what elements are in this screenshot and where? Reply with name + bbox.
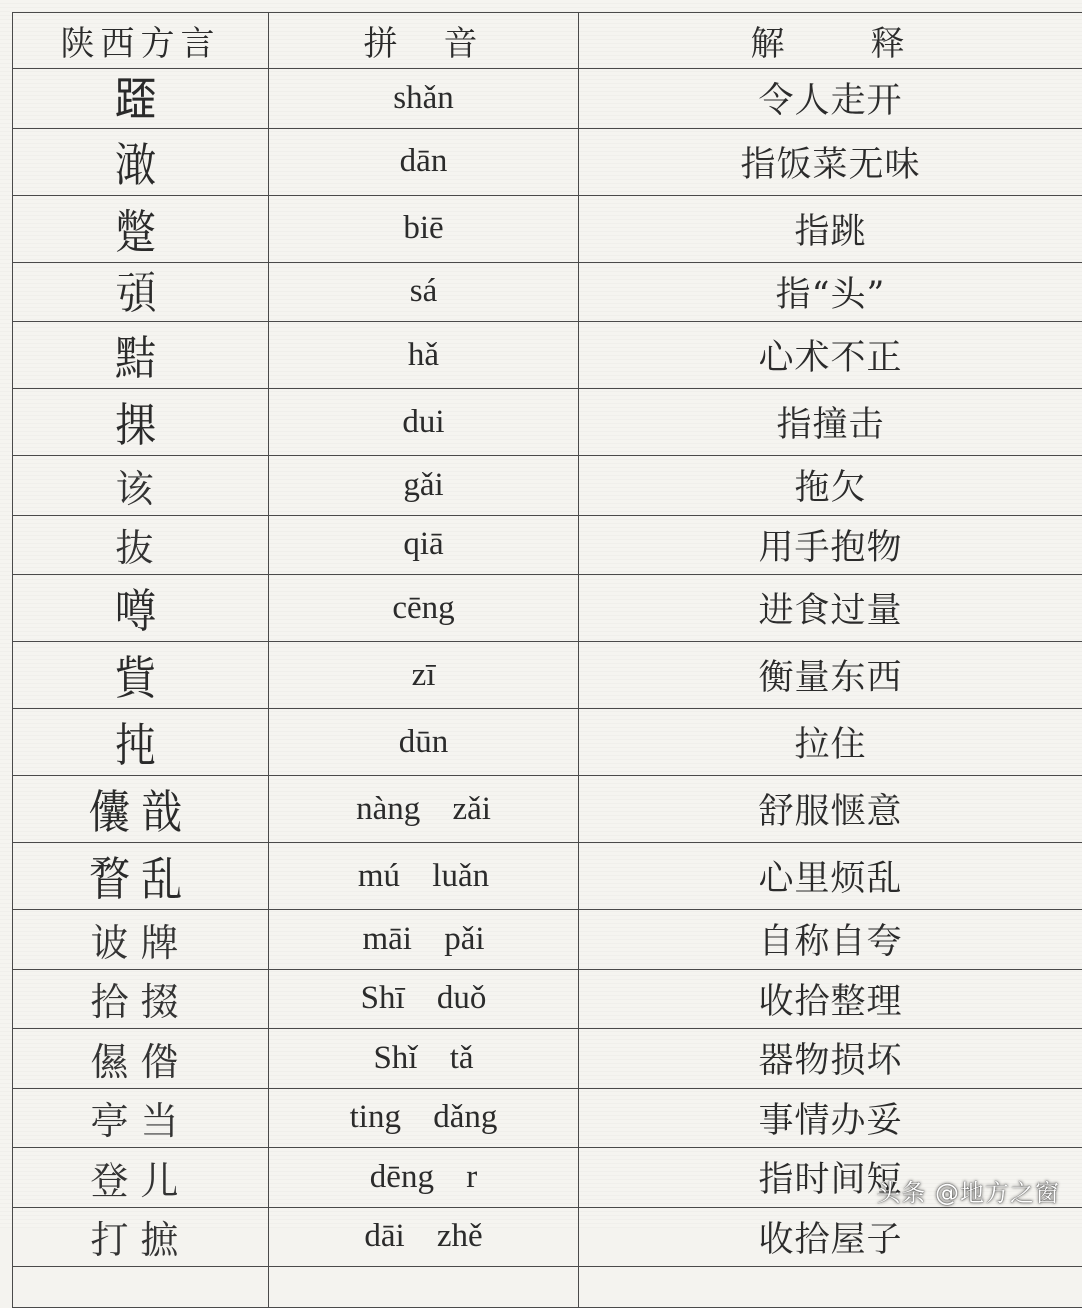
meaning-cell	[579, 709, 1082, 776]
dialect-table	[12, 12, 1082, 1308]
pinyin-cell	[269, 128, 579, 195]
table-row	[13, 128, 1082, 195]
dialect-word: 儑偺	[90, 1040, 190, 1084]
dialect-word-cell	[13, 969, 269, 1029]
meaning-cell	[579, 642, 1082, 709]
pinyin-text: qiā	[403, 526, 443, 562]
meaning-text: 心里烦乱	[758, 859, 902, 899]
dialect-word-cell	[13, 195, 269, 262]
pinyin-cell	[269, 195, 579, 262]
pinyin-text: Shǐ tǎ	[373, 1040, 473, 1076]
meaning-cell	[579, 128, 1082, 195]
meaning-text: 舒服惬意	[758, 792, 902, 832]
meaning-cell	[579, 1088, 1082, 1148]
table-row	[13, 456, 1082, 516]
dialect-word: 亭当	[90, 1099, 190, 1143]
table-row	[13, 642, 1082, 709]
dialect-word: 抜	[115, 526, 165, 570]
pinyin-cell	[269, 262, 579, 322]
table-row	[13, 262, 1082, 322]
table-row	[13, 69, 1082, 129]
table-row	[13, 195, 1082, 262]
pinyin-text: cēng	[392, 590, 454, 626]
watermark: 头条 @地方之窗	[876, 1173, 1060, 1208]
dialect-word-cell	[13, 456, 269, 516]
meaning-cell	[579, 456, 1082, 516]
table-row-partial	[13, 1267, 1082, 1308]
meaning-cell	[579, 969, 1082, 1029]
table-row	[13, 1207, 1082, 1267]
meaning-text: 拉住	[794, 725, 866, 765]
dialect-word: 扽	[114, 709, 166, 775]
meaning-text: 收拾屋子	[758, 1220, 902, 1260]
dialect-word-cell	[13, 776, 269, 843]
dialect-word-cell	[13, 1207, 269, 1267]
dialect-word: 儾戠	[88, 776, 192, 842]
pinyin-cell	[269, 776, 579, 843]
pinyin-cell	[269, 1148, 579, 1208]
meaning-text: 令人走开	[758, 81, 902, 121]
pinyin-text: Shī duǒ	[361, 980, 487, 1016]
meaning-text: 拖欠	[794, 468, 866, 508]
dialect-word: 瞀乱	[88, 843, 192, 909]
pinyin-text: nàng zǎi	[356, 791, 491, 827]
partial-cell	[269, 1267, 579, 1308]
dialect-word-cell	[13, 69, 269, 129]
table-row	[13, 776, 1082, 843]
pinyin-text: dēng r	[370, 1159, 477, 1195]
dialect-word: 𨂿	[114, 70, 166, 126]
dialect-word: 𩑕	[114, 263, 166, 320]
meaning-text: 进食过量	[758, 591, 902, 631]
meaning-cell	[579, 262, 1082, 322]
table-row	[13, 322, 1082, 389]
table-row	[13, 843, 1082, 910]
partial-cell	[13, 1267, 269, 1308]
meaning-text: 指饭菜无味	[740, 145, 920, 185]
dialect-word: 蹩	[114, 196, 166, 262]
meaning-text: 器物损坏	[758, 1041, 902, 1081]
dialect-word-cell	[13, 322, 269, 389]
table-body	[13, 69, 1082, 1308]
pinyin-cell	[269, 1029, 579, 1089]
pinyin-cell	[269, 389, 579, 456]
dialect-word: 登儿	[90, 1159, 190, 1203]
table-row	[13, 709, 1082, 776]
meaning-text: 衡量东西	[758, 658, 902, 698]
pinyin-text: dui	[402, 404, 444, 440]
dialect-word-cell	[13, 575, 269, 642]
pinyin-text: shǎn	[393, 80, 454, 116]
meaning-cell	[579, 575, 1082, 642]
pinyin-cell	[269, 1088, 579, 1148]
pinyin-cell	[269, 843, 579, 910]
header-pinyin: 拼 音	[269, 13, 579, 69]
header-meaning: 解 释	[579, 13, 1082, 69]
table-row	[13, 910, 1082, 970]
meaning-text: 指跳	[794, 212, 866, 252]
dialect-word-cell	[13, 642, 269, 709]
pinyin-text: gǎi	[403, 467, 443, 503]
meaning-cell	[579, 776, 1082, 843]
table-row	[13, 389, 1082, 456]
meaning-cell	[579, 910, 1082, 970]
pinyin-cell	[269, 69, 579, 129]
meaning-text: 心术不正	[758, 338, 902, 378]
header-dialect: 陕西方言	[13, 13, 269, 69]
pinyin-text: zī	[412, 657, 436, 693]
meaning-cell	[579, 389, 1082, 456]
pinyin-text: ting dǎng	[350, 1099, 498, 1135]
pinyin-text: mú luǎn	[358, 858, 489, 894]
pinyin-cell	[269, 322, 579, 389]
dialect-word-cell	[13, 262, 269, 322]
dialect-word-cell	[13, 389, 269, 456]
dialect-word: 诐牌	[90, 921, 190, 965]
pinyin-text: dāi zhě	[364, 1218, 482, 1254]
meaning-text: 收拾整理	[758, 982, 902, 1022]
meaning-cell	[579, 322, 1082, 389]
table-row	[13, 969, 1082, 1029]
meaning-cell	[579, 195, 1082, 262]
dialect-word-cell	[13, 1029, 269, 1089]
pinyin-text: hǎ	[408, 337, 439, 373]
meaning-cell	[579, 1029, 1082, 1089]
pinyin-cell	[269, 910, 579, 970]
dialect-word: 黠	[114, 322, 166, 388]
dialect-word-cell	[13, 910, 269, 970]
dialect-word: 澉	[114, 129, 166, 195]
table-header-row	[13, 13, 1082, 69]
meaning-text: 用手抱物	[758, 528, 902, 568]
pinyin-text: dūn	[399, 724, 449, 760]
dialect-word-cell	[13, 843, 269, 910]
table-row	[13, 575, 1082, 642]
dialect-word: 打摭	[90, 1218, 190, 1262]
dialect-word-cell	[13, 709, 269, 776]
pinyin-cell	[269, 1207, 579, 1267]
dialect-word: 该	[115, 467, 165, 511]
table-row	[13, 515, 1082, 575]
pinyin-cell	[269, 969, 579, 1029]
pinyin-text: biē	[403, 210, 443, 246]
meaning-text: 自称自夸	[758, 922, 902, 962]
meaning-cell	[579, 515, 1082, 575]
partial-cell	[579, 1267, 1082, 1308]
dialect-word: 拾掇	[90, 980, 190, 1024]
meaning-cell	[579, 1207, 1082, 1267]
dialect-word-cell	[13, 1148, 269, 1208]
dialect-word-cell	[13, 128, 269, 195]
meaning-cell	[579, 843, 1082, 910]
meaning-cell	[579, 69, 1082, 129]
meaning-text: 指撞击	[776, 405, 884, 445]
table-row	[13, 1088, 1082, 1148]
pinyin-cell	[269, 709, 579, 776]
pinyin-cell	[269, 642, 579, 709]
meaning-text: 事情办妥	[758, 1101, 902, 1141]
dialect-word: 捰	[114, 389, 166, 455]
dialect-word: 噂	[114, 575, 166, 641]
meaning-text: 指“头”	[776, 275, 886, 315]
dialect-word-cell	[13, 1088, 269, 1148]
dialect-word-cell	[13, 515, 269, 575]
pinyin-text: māi pǎi	[362, 921, 484, 957]
pinyin-cell	[269, 575, 579, 642]
pinyin-cell	[269, 515, 579, 575]
pinyin-text: sá	[410, 273, 438, 309]
table-row	[13, 1029, 1082, 1089]
meaning-text: 指时间短	[758, 1160, 902, 1200]
pinyin-text: dān	[400, 143, 448, 179]
dialect-word: 貲	[114, 642, 166, 708]
pinyin-cell	[269, 456, 579, 516]
